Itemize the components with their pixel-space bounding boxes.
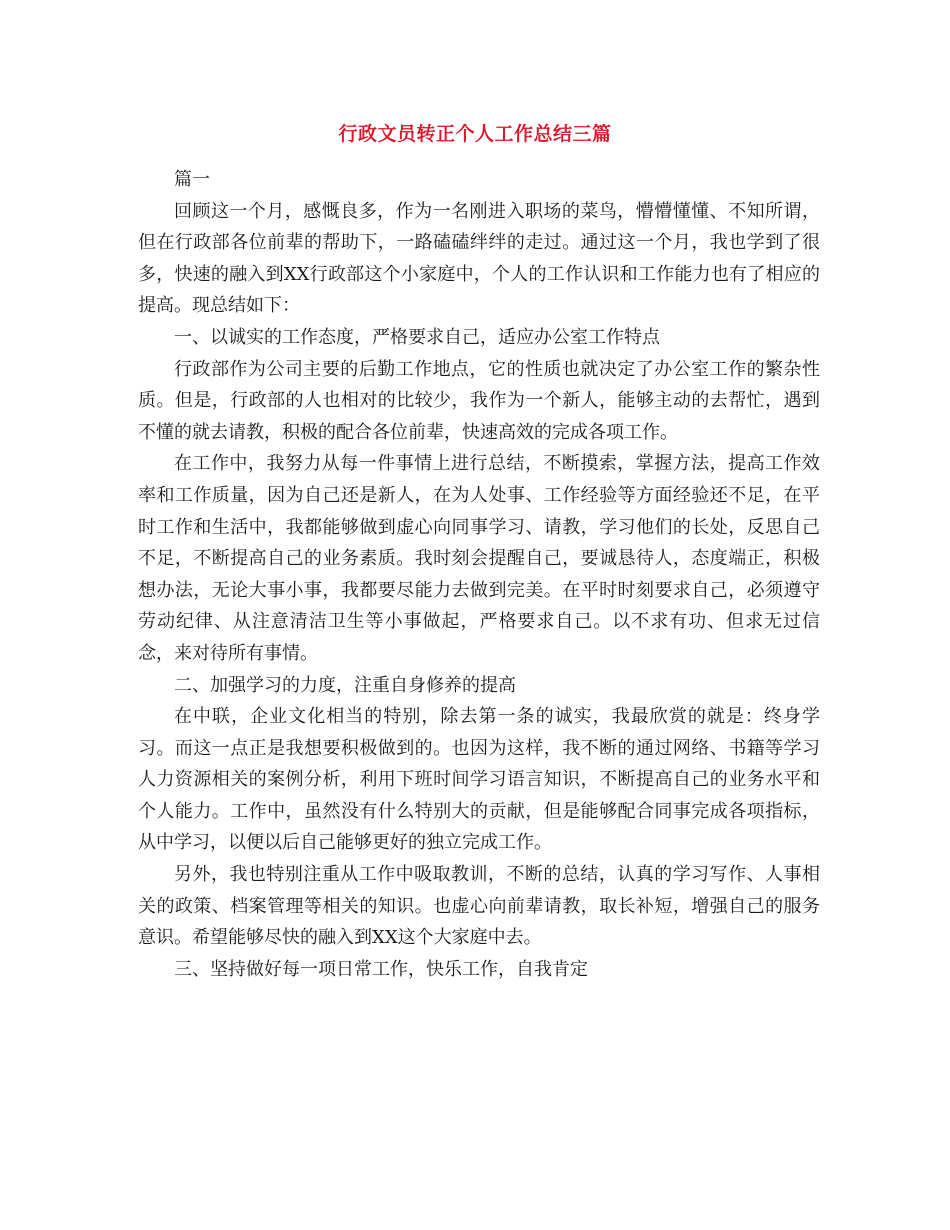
document-body [138, 164, 820, 985]
paragraph: 行政部作为公司主要的后勤工作地点，它的性质也就决定了办公室工作的繁杂性质。但是，行政部的人也相对的比较少，我作为一个新人，能够主动的去帮忙，遇到不懂的就去请教，积极的配合各位前辈，快速高效的完成各项工作。 [138, 358, 820, 443]
document-title: 行政文员转正个人工作总结三篇 [338, 123, 612, 145]
heading-two: 二、加强学习的力度，注重自身修养的提高 [174, 674, 516, 696]
paragraph: 在中联，企业文化相当的特别，除去第一条的诚实，我最欣赏的就是：终身学习。而这一点正是我想要积极做到的。也因为这样，我不断的通过网络、书籍等学习人力资源相关的案例分析，利用下班时间学习语言知识，不断提高自己的业务水平和个人能力。工作中，虽然没有什么特别大的贡献，但是能够配合同事完成各项指标，从中学习，以便以后自己能够更好的独立完成工作。 [138, 706, 820, 854]
heading-one: 一、以诚实的工作态度，严格要求自己，适应办公室工作特点 [174, 326, 660, 348]
heading-three: 三、坚持做好每一项日常工作，快乐工作，自我肯定 [174, 958, 588, 980]
paragraph: 另外，我也特别注重从工作中吸取教训，不断的总结，认真的学习写作、人事相关的政策、档案管理等相关的知识。也虚心向前辈请教，取长补短，增强自己的服务意识。希望能够尽快的融入到XX这个大家庭中去。 [138, 864, 820, 949]
paragraph-intro: 回顾这一个月，感慨良多，作为一名刚进入职场的菜鸟，懵懵懂懂、不知所谓，但在行政部各位前辈的帮助下，一路磕磕绊绊的走过。通过这一个月，我也学到了很多，快速的融入到XX行政部这个小家庭中，个人的工作认识和工作能力也有了相应的提高。现总结如下： [138, 200, 820, 317]
paragraph: 在工作中，我努力从每一件事情上进行总结，不断摸索，掌握方法，提高工作效率和工作质量，因为自己还是新人，在为人处事、工作经验等方面经验还不足，在平时工作和生活中，我都能够做到虚心向同事学习、请教，学习他们的长处，反思自己不足，不断提高自己的业务素质。我时刻会提醒自己，要诚恳待人，态度端正，积极想办法，无论大事小事，我都要尽能力去做到完美。在平时时刻要求自己，必须遵守劳动纪律、从注意清洁卫生等小事做起，严格要求自己。以不求有功、但求无过信念，来对待所有事情。 [138, 453, 820, 664]
section-label: 篇一 [174, 169, 210, 190]
